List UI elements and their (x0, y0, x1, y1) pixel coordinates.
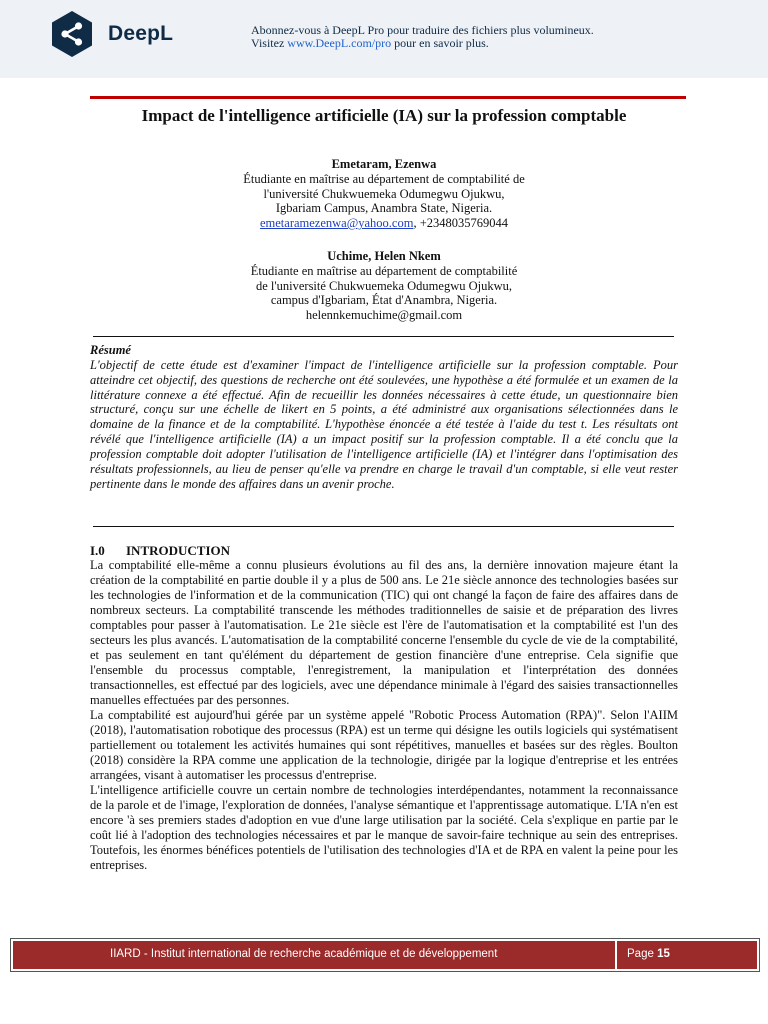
abstract-text: L'objectif de cette étude est d'examiner l'impact de l'intelligence artificielle sur la profession comptable. Pour atteindre cet objectif, des questions de recherche ont été soulevées, une hypothèse a été formulée et un examen de la littérature connexe a été effectué. Afin de recueillir les données nécessaires à cette étude, un questionnaire bien structuré, conçu sur une échelle de likert en 5 points, a été administré aux organisations sélectionnées dans le domaine de la finance et de la comptabilité. L'hypothèse énoncée a été testée à l'aide du test t. Les résultats ont révélé que l'intelligence artificielle (IA) a un impact positif sur la profession comptable. Il a été conclu que la profession comptable doit adopter l'utilisation de l'intelligence artificielle (IA) et l'intégrer dans l'optimisation des résultats professionnels, au lieu de penser qu'elle va prendre en charge le travail d'un comptable, si elle veut rester pertinente dans le monde des affaires dans un avenir proche. (90, 357, 678, 491)
deepl-promo (251, 24, 594, 50)
paper-title: Impact de l'intelligence artificielle (IA) sur la profession comptable (141, 106, 627, 125)
abstract-bottom-divider (93, 526, 674, 527)
author-affiliation-line: Igbariam Campus, Anambra State, Nigeria. (275, 201, 493, 216)
page-number-value: 15 (657, 948, 670, 960)
author-affiliation-line: Étudiante en maîtrise au département de comptabilité (250, 263, 518, 278)
deepl-pro-link[interactable]: www.DeepL.com/pro (287, 36, 392, 50)
author-phone: , +2348035769044 (413, 216, 508, 231)
introduction-body (90, 558, 678, 873)
promo-prefix: Visitez (251, 36, 288, 50)
page-label: Page (627, 948, 658, 960)
section-heading (90, 543, 230, 559)
abstract-top-divider (93, 336, 674, 337)
author-block-1 (90, 157, 678, 231)
author-affiliation-line: l'université Chukwuemeka Odumegwu Ojukwu, (263, 186, 505, 201)
section-number: I.0 (90, 543, 105, 558)
author-name: Emetaram, Ezenwa (331, 157, 437, 171)
deepl-logo-icon[interactable] (48, 10, 96, 58)
deepl-brand-name[interactable]: DeepL (108, 22, 174, 45)
page-number (627, 948, 670, 960)
author-email: helennkemuchime@gmail.com (305, 308, 463, 323)
abstract-heading: Résumé (90, 343, 131, 357)
author-email-link[interactable]: emetaramezenwa@yahoo.com (259, 216, 414, 231)
section-title: INTRODUCTION (126, 543, 231, 558)
author-name: Uchime, Helen Nkem (327, 249, 441, 263)
footer-institution: IIARD - Institut international de recherche académique et de développement (110, 948, 498, 960)
abstract (90, 343, 678, 491)
paragraph: La comptabilité elle-même a connu plusieurs évolutions au fil des ans, la dernière innovation majeure étant la création de la comptabilité en partie double il y a plus de 500 ans. Le 21e siècle annonce des technologies basées sur les technologies de l'information et de la communication (TIC) qui ont changé la façon de faire des affaires dans de nombreux secteurs. La comptabilité transcende les méthodes traditionnelles de saisie et de préparation des livres comptables pour passer à l'automatisation. Le 21e siècle est l'ère de l'automatisation et la comptabilité est l'un des secteurs les plus avancés. L'automatisation de la comptabilité concerne l'ensemble du cycle de vie de la comptabilité, et pas seulement en tant qu'élément du département de gestion financière d'une entreprise. Cela signifie que l'ensemble du processus comptable, l'enregistrement, la manipulation et l'interprétation des données transactionnelles, est effectué par des logiciels, avec une dépendance minimale à l'égard des saisies transactionnelles manuelles effectuées par des personnes. (90, 558, 678, 707)
author-affiliation-line: campus d'Igbariam, État d'Anambra, Nigeria. (270, 293, 498, 308)
footer-divider (615, 941, 617, 969)
author-contact (90, 216, 678, 231)
promo-line-2 (251, 37, 594, 50)
author-block-2 (90, 249, 678, 323)
promo-line-1: Abonnez-vous à DeepL Pro pour traduire des fichiers plus volumineux. (251, 23, 594, 37)
paragraph: La comptabilité est aujourd'hui gérée par un système appelé "Robotic Process Automation (RPA)". Selon l'AIIM (2018), l'automatisation robotique des processus (RPA) est un terme qui désigne les outils logiciels qui systématisent partiellement ou totalement les activités humaines qui sont répétitives, manuelles et basées sur des règles. Boulton (2018) considère la RPA comme une application de la technologie, dirigée par la logique d'entreprise et les entrées arrangées, visant à automatiser les processus d'entreprise. (90, 708, 678, 782)
author-affiliation-line: Étudiante en maîtrise au département de comptabilité de (243, 171, 525, 186)
author-affiliation-line: de l'université Chukwuemeka Odumegwu Ojukwu, (255, 278, 513, 293)
paragraph: L'intelligence artificielle couvre un certain nombre de technologies interdépendantes, notamment la reconnaissance de la parole et de l'image, l'exploration de données, l'analyse sémantique et l'apprentissage automatique. L'IA n'en est encore 'à ses premiers stades d'adoption en vue d'une large utilisation par la société. Cela s'explique en partie par le coût lié à l'adoption des technologies nécessaires et par le manque de savoir-faire technique au sein des entreprises. Toutefois, les énormes bénéfices potentiels de l'utilisation des technologies d'IA et de RPA en valent la peine pour les entreprises. (90, 783, 678, 872)
promo-suffix: pour en savoir plus. (391, 36, 489, 50)
title-rule (90, 96, 686, 99)
